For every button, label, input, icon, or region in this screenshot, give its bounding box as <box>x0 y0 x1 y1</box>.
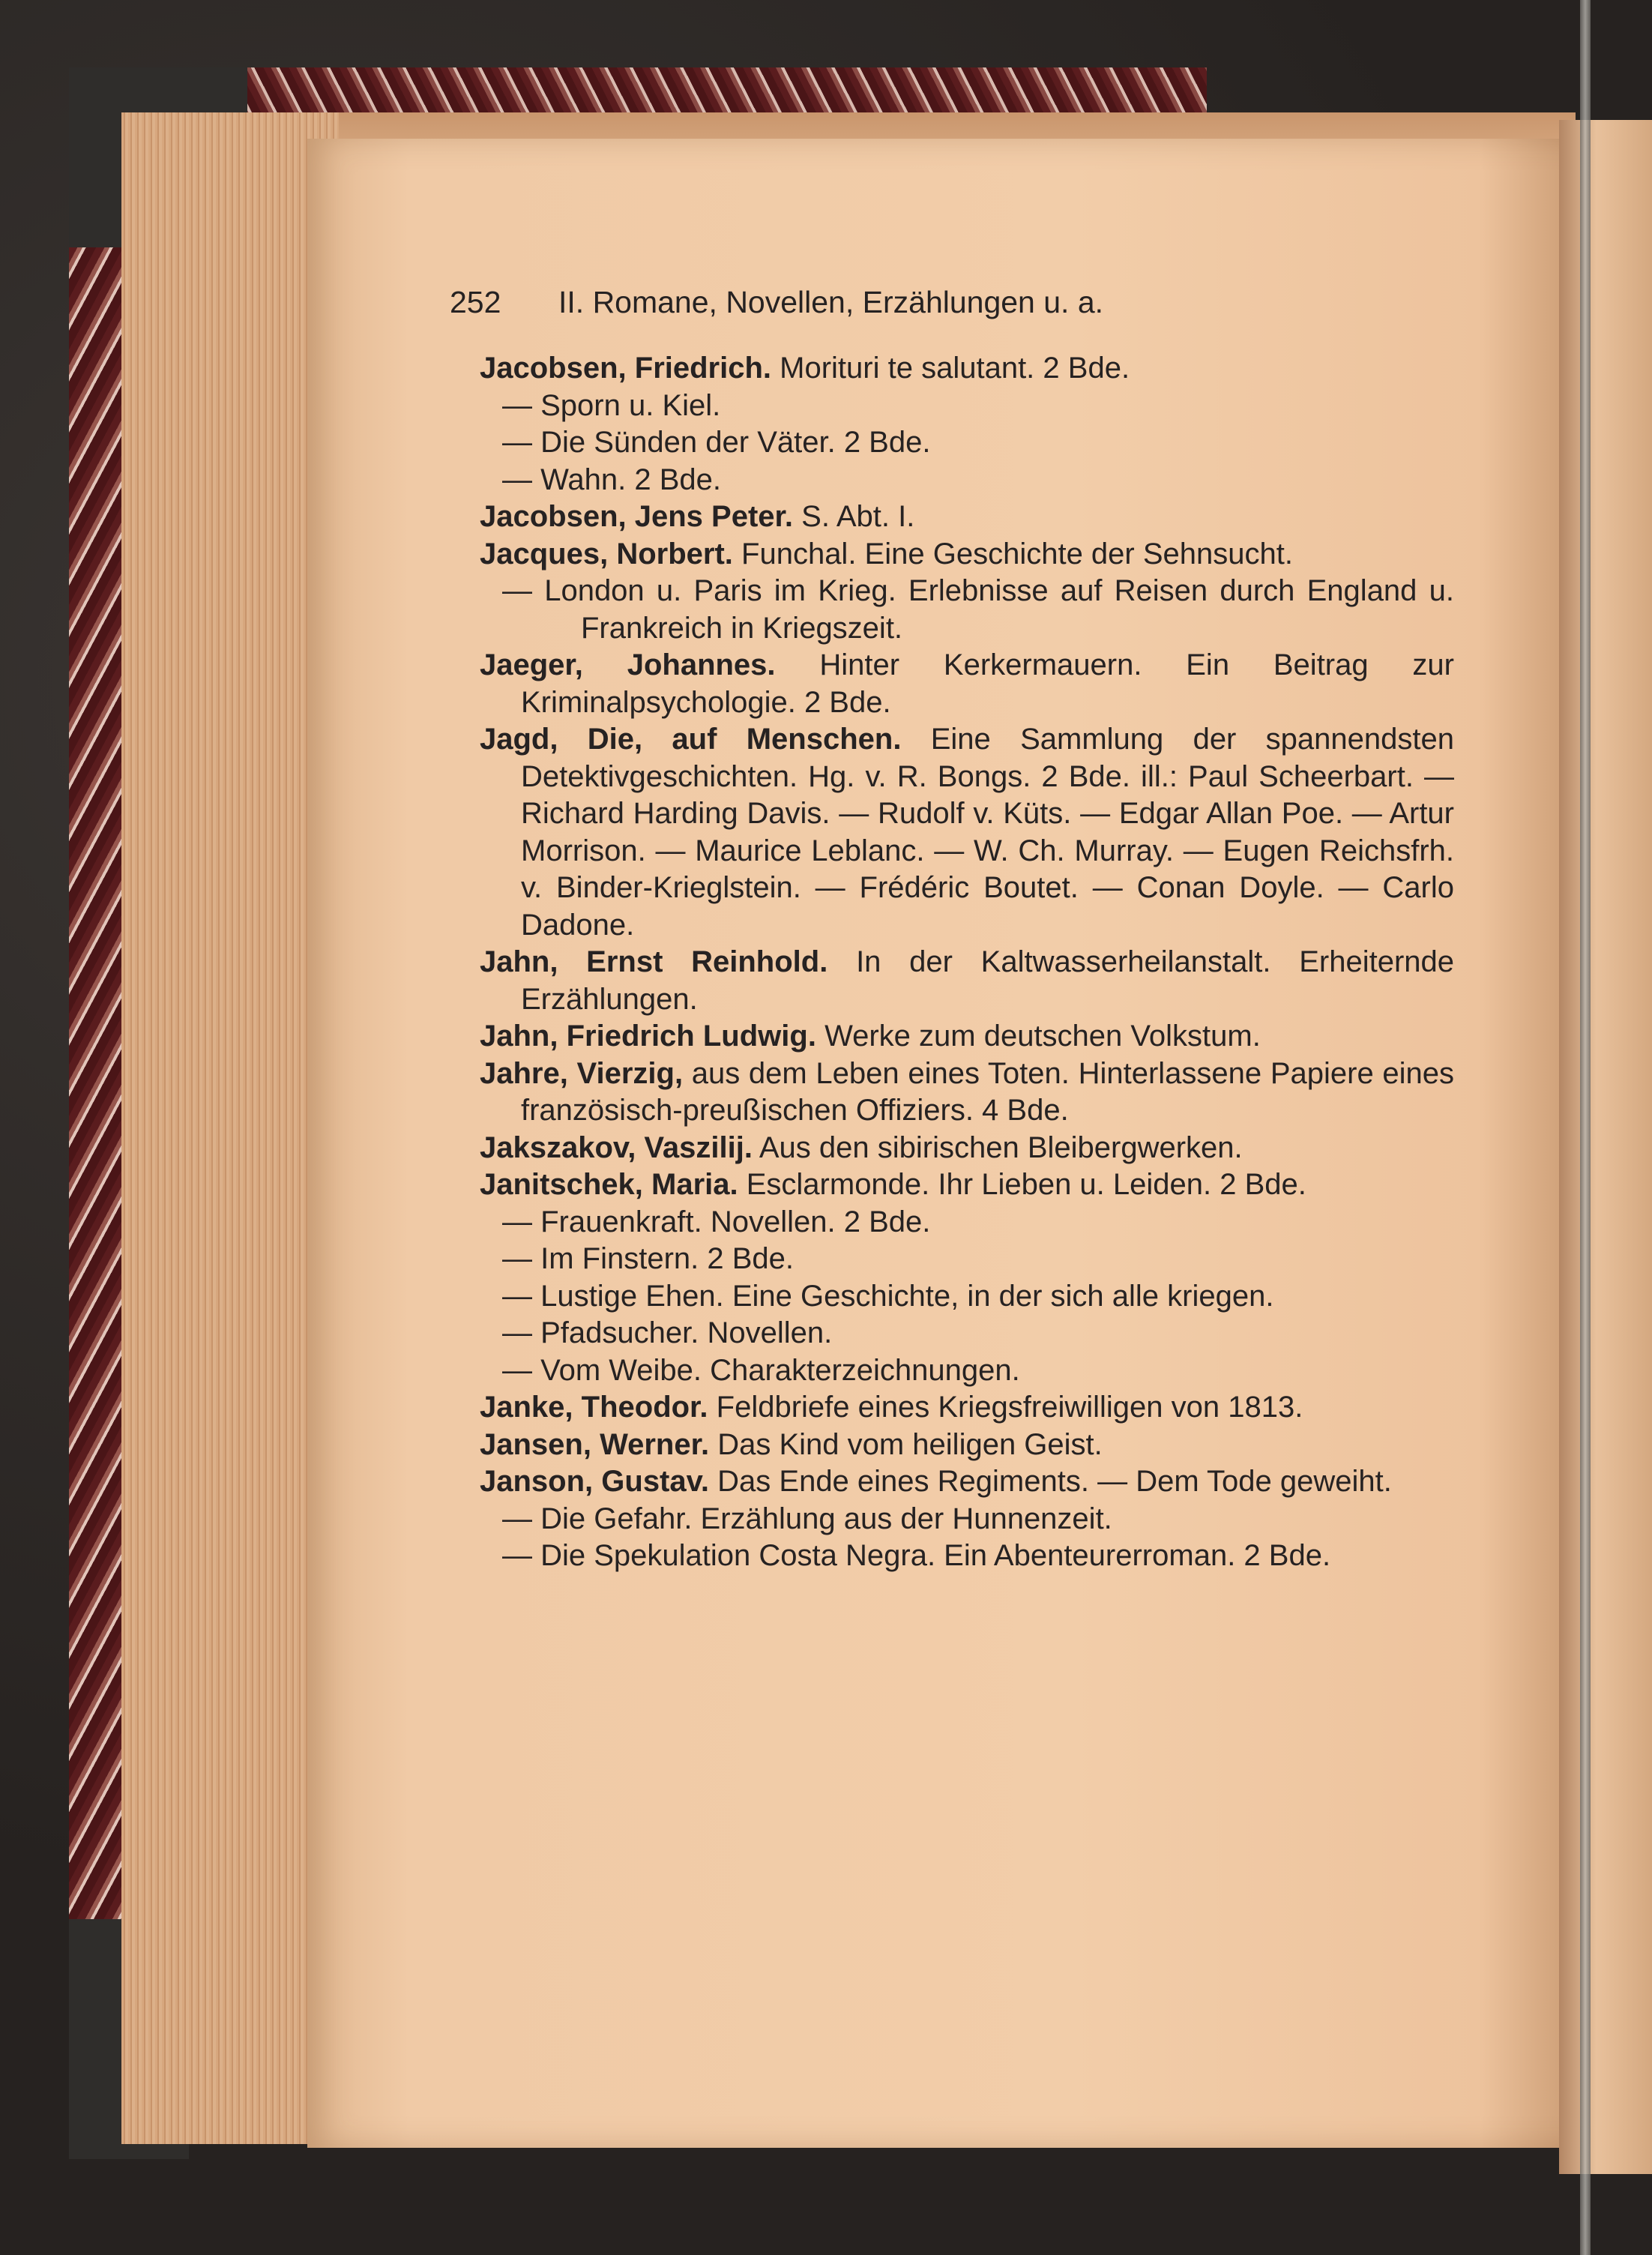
scanner-clamp <box>1580 0 1591 2255</box>
catalog-entry: Jakszakov, Vaszilij. Aus den sibirischen Bleibergwerken. <box>480 1130 1243 1164</box>
catalog-entry: Jacobsen, Jens Peter. S. Abt. I. <box>480 500 915 533</box>
page-gutter <box>1559 120 1652 2174</box>
page-number: 252 <box>450 285 501 319</box>
catalog-sub-entry: — London u. Paris im Krieg. Erlebnisse auf Reisen durch England u. Frankreich in Kriegszeit. <box>502 574 1454 645</box>
catalog-entries <box>480 350 1454 1575</box>
catalog-entry: Jahn, Ernst Reinhold. In der Kaltwasserheilanstalt. Erheiternde Erzählungen. <box>480 945 1454 1016</box>
catalog-entry: Jacobsen, Friedrich. Morituri te salutant. 2 Bde. <box>480 352 1130 385</box>
catalog-sub-entry: — Im Finstern. 2 Bde. <box>502 1242 795 1275</box>
catalog-entry: Jagd, Die, auf Menschen. Eine Sammlung der spannendsten Detektivgeschichten. Hg. v. R. Bongs. 2 Bde. ill.: Paul Scheerbart. — Richard Harding Davis. — Rudolf v. Küts. — Edgar Allan Poe. — Artur Morrison. — Maurice Leblanc. — W. Ch. Murray. — Eugen Reichsfrh. v. Binder-Krieglstein. — Frédéric Boutet. — Conan Doyle. — Carlo Dadone. <box>480 723 1455 942</box>
page-block-side-edge <box>121 112 339 2144</box>
marbled-board-left <box>69 247 125 2137</box>
catalog-entry: Jahn, Friedrich Ludwig. Werke zum deutschen Volkstum. <box>480 1020 1261 1053</box>
catalog-sub-entry: — Die Gefahr. Erzählung aus der Hunnenzeit. <box>502 1502 1112 1535</box>
running-header <box>450 285 1454 330</box>
catalog-sub-entry: — Vom Weibe. Charakterzeichnungen. <box>502 1353 1020 1387</box>
running-title: II. Romane, Novellen, Erzählungen u. a. <box>558 285 1104 319</box>
catalog-sub-entry: — Frauenkraft. Novellen. 2 Bde. <box>502 1205 931 1238</box>
catalog-sub-entry: — Die Sünden der Väter. 2 Bde. <box>502 426 931 459</box>
catalog-entry: Janke, Theodor. Feldbriefe eines Kriegsfreiwilligen von 1813. <box>480 1391 1303 1424</box>
catalog-entry: Jahre, Vierzig, aus dem Leben eines Toten. Hinterlassene Papiere eines französisch-preußischen Offiziers. 4 Bde. <box>480 1056 1454 1127</box>
catalog-entry: Jansen, Werner. Das Kind vom heiligen Geist. <box>480 1427 1103 1461</box>
catalog-sub-entry: — Wahn. 2 Bde. <box>502 463 721 496</box>
catalog-entry: Janitschek, Maria. Esclarmonde. Ihr Lieben u. Leiden. 2 Bde. <box>480 1168 1306 1201</box>
catalog-sub-entry: — Pfadsucher. Novellen. <box>502 1316 833 1349</box>
catalog-sub-entry: — Lustige Ehen. Eine Geschichte, in der sich alle kriegen. <box>502 1279 1274 1313</box>
catalog-entry: Jaeger, Johannes. Hinter Kerkermauern. Ein Beitrag zur Kriminalpsychologie. 2 Bde. <box>480 648 1454 719</box>
catalog-sub-entry: — Die Spekulation Costa Negra. Ein Abenteurerroman. 2 Bde. <box>502 1539 1331 1572</box>
catalog-sub-entry: — Sporn u. Kiel. <box>502 388 721 422</box>
catalog-entry: Jacques, Norbert. Funchal. Eine Geschichte der Sehnsucht. <box>480 537 1293 570</box>
catalog-entry: Janson, Gustav. Das Ende eines Regiments. — Dem Tode geweiht. <box>480 1465 1392 1498</box>
